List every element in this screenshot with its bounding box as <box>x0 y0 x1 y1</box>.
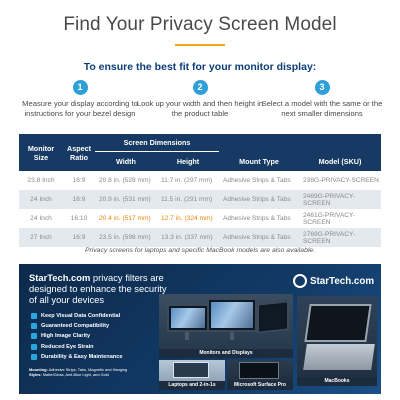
cell-height: 12.7 in. (324 mm) <box>161 215 213 222</box>
feature-item <box>31 331 122 341</box>
monitor-image <box>167 304 209 332</box>
macbook-photo <box>297 296 377 386</box>
header-height: Height <box>157 151 219 171</box>
cell-width: 20.4 in. (517 mm) <box>99 215 151 222</box>
photo-label: MacBooks <box>297 377 377 386</box>
header-mount-type: Mount Type <box>219 134 299 171</box>
cell-model: 238G-PRIVACY-SCREEN <box>303 177 379 184</box>
feature-item <box>31 321 122 331</box>
surface-photo <box>227 360 293 390</box>
cell-size: 23.8 Inch <box>27 177 55 184</box>
feature-item <box>31 311 122 321</box>
cell-mount: Adhesive Strips & Tabs <box>223 177 291 184</box>
header-aspect-ratio: Aspect Ratio <box>63 134 95 171</box>
styles-label: Styles: <box>29 372 42 378</box>
cell-size: 24 Inch <box>19 190 63 209</box>
step-2 <box>135 80 265 118</box>
availability-note: Privacy screens for laptops and specific MacBook models are also available. <box>84 247 316 254</box>
cell-ratio: 16:9 <box>72 177 86 184</box>
styles-text: Matte/Gloss, Anti-Blue Light, and Gold <box>41 372 109 378</box>
feature-text: Reduced Eye Strain <box>41 343 94 350</box>
cell-height: 11.5 in. (291 mm) <box>157 190 219 209</box>
feature-text: Guaranteed Compatibility <box>41 323 110 330</box>
check-icon <box>31 313 37 319</box>
step-text: Measure your display according to instructions for your bezel design <box>22 99 138 118</box>
cell-width: 20.9 in. (531 mm) <box>95 190 157 209</box>
feature-text: High Image Clarity <box>41 333 91 340</box>
mounting-styles-info <box>29 367 179 377</box>
header-width: Width <box>95 151 157 171</box>
step-text: Look up your width and then height in the product table <box>136 99 264 118</box>
header-screen-dimensions: Screen Dimensions <box>95 134 219 151</box>
cell-model: 2461G-PRIVACY-SCREEN <box>303 211 356 226</box>
photo-label: Monitors and Displays <box>159 349 293 358</box>
step-text: Select a model with the same or the next smaller dimensions <box>261 99 383 118</box>
cell-mount: Adhesive Strips & Tabs <box>219 190 299 209</box>
step-number-badge: 1 <box>73 80 88 95</box>
feature-text: Keep Visual Data Confidential <box>41 313 121 319</box>
monitor-image <box>257 300 289 333</box>
cell-mount: Adhesive Strips & Tabs <box>219 228 299 247</box>
monitor-image <box>207 298 257 332</box>
cell-width: 23.5 in. (598 mm) <box>95 228 157 247</box>
headline-text: privacy filters are designed to enhance the security of all your devices <box>29 272 167 306</box>
title-underline <box>175 44 225 46</box>
feature-item <box>31 352 122 362</box>
header-model: Model (SKU) <box>299 134 381 171</box>
step-number-badge: 2 <box>193 80 208 95</box>
cell-mount: Adhesive Strips & Tabs <box>223 215 291 222</box>
cell-size: 24 Inch <box>30 215 52 222</box>
page-title: Find Your Privacy Screen Model <box>63 14 337 35</box>
photo-label: Microsoft Surface Pro <box>227 381 293 390</box>
cell-height: 11.7 in. (297 mm) <box>161 177 213 184</box>
mounting-label: Mounting: <box>29 367 48 372</box>
startech-logo <box>293 270 377 292</box>
check-icon <box>31 344 37 350</box>
logo-text: StarTech.com <box>310 275 375 287</box>
laptops-photo <box>159 360 225 390</box>
header-monitor-size: Monitor Size <box>19 134 63 171</box>
cell-ratio: 16:9 <box>63 190 95 209</box>
feature-text: Durability & Easy Maintenance <box>41 353 123 360</box>
brand-name: StarTech.com <box>29 272 91 283</box>
feature-list <box>31 311 122 362</box>
photo-label: Laptops and 2-in-1s <box>159 381 225 390</box>
table-row <box>19 190 381 209</box>
check-icon <box>31 354 37 360</box>
cell-ratio: 16:10 <box>70 215 88 222</box>
monitors-photo <box>159 294 293 358</box>
check-icon <box>31 333 37 339</box>
check-icon <box>31 323 37 329</box>
cell-size: 27 Inch <box>19 228 63 247</box>
page-subtitle: To ensure the best fit for your monitor display: <box>83 61 317 73</box>
promo-banner <box>19 264 381 394</box>
step-number-badge: 3 <box>315 80 330 95</box>
table-row <box>19 209 381 228</box>
table-row <box>19 171 381 190</box>
mounting-text: Adhesive Strips, Tabs, Magnetic and Hanging <box>47 367 128 372</box>
step-1 <box>15 80 145 118</box>
cell-model: 2769G-PRIVACY-SCREEN <box>299 228 381 247</box>
promo-headline <box>29 272 169 306</box>
step-3 <box>257 80 387 118</box>
table-row <box>19 228 381 247</box>
logo-mark-icon <box>293 274 307 288</box>
cell-ratio: 16:9 <box>63 228 95 247</box>
cell-model: 2469G-PRIVACY-SCREEN <box>299 190 381 209</box>
cell-height: 13.3 in. (337 mm) <box>157 228 219 247</box>
cell-width: 20.8 in. (528 mm) <box>99 177 151 184</box>
model-table <box>19 134 381 247</box>
feature-item <box>31 342 122 352</box>
